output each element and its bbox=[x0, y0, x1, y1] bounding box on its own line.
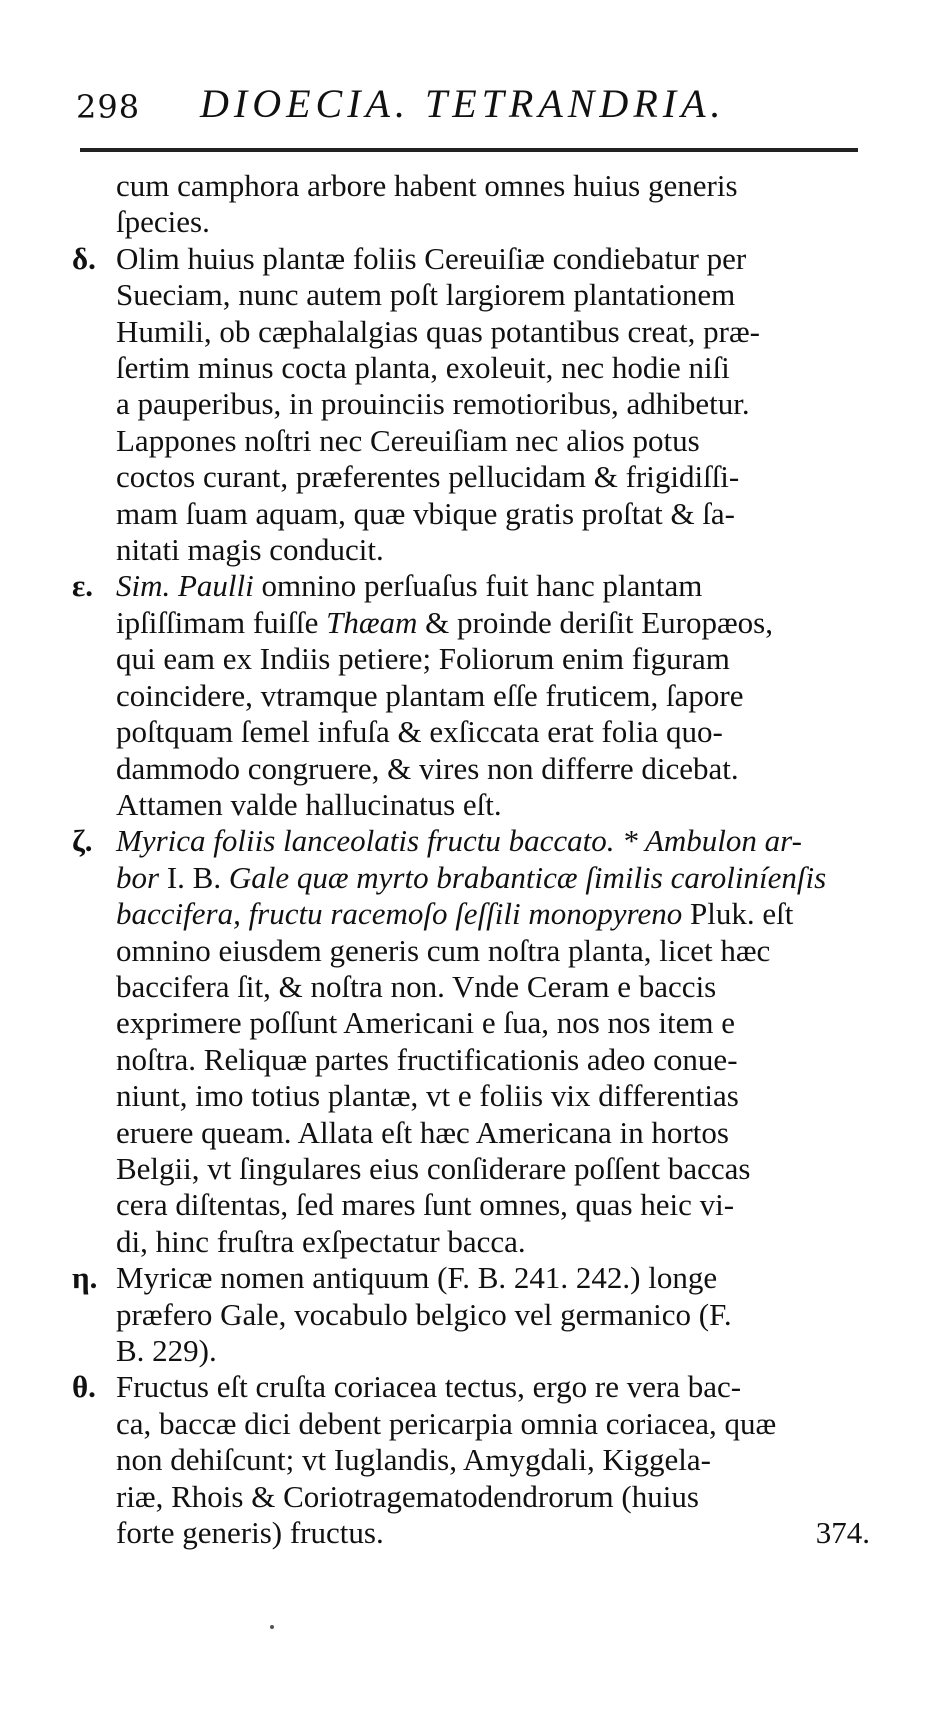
roman-text: qui eam ex Indiis petiere; Foliorum enim figuram bbox=[116, 641, 730, 677]
roman-text: Attamen valde hallucinatus eſt. bbox=[116, 786, 502, 822]
roman-text: ipſiſſimam fuiſſe bbox=[116, 604, 327, 640]
roman-text: baccifera ſit, & noſtra non. Vnde Ceram e baccis bbox=[116, 968, 717, 1004]
text-line bbox=[116, 714, 870, 750]
text-line bbox=[116, 1078, 870, 1114]
roman-text: exprimere poſſunt Americani e ſua, nos nos item e bbox=[116, 1005, 735, 1041]
paragraph bbox=[72, 568, 870, 823]
text-line bbox=[116, 568, 870, 604]
text-line bbox=[116, 823, 870, 859]
text-line bbox=[116, 641, 870, 677]
text-line bbox=[116, 1042, 870, 1078]
roman-text: I. B. bbox=[159, 859, 229, 895]
paragraph-marker: η. bbox=[72, 1260, 98, 1296]
paragraph bbox=[72, 823, 870, 1260]
roman-text: Belgii, vt ſingulares eius conſiderare poſſent baccas bbox=[116, 1150, 751, 1186]
text-line: ſpecies. bbox=[116, 204, 210, 240]
roman-text: coincidere, vtramque plantam eſſe fruticem, ſapore bbox=[116, 677, 744, 713]
header-rule bbox=[80, 148, 858, 152]
text-line bbox=[116, 1187, 870, 1223]
paragraph-marker: ζ. bbox=[72, 823, 93, 859]
text-line bbox=[116, 751, 870, 787]
text-line bbox=[116, 860, 870, 896]
signature-mark: 374. bbox=[815, 1515, 870, 1551]
text-line bbox=[116, 896, 870, 932]
text-line bbox=[116, 787, 870, 823]
roman-text: niunt, imo totius plantæ, vt e foliis vix differentias bbox=[116, 1078, 739, 1114]
text-line: riæ, Rhois & Coriotragematodendrorum (huius bbox=[116, 1478, 699, 1514]
italic-text: Gale quæ myrto brabanticæ ſimilis caroliníenſis bbox=[228, 859, 827, 895]
roman-text: di, hinc fruſtra exſpectatur bacca. bbox=[116, 1223, 526, 1259]
page-header bbox=[70, 70, 860, 130]
paragraph-marker: δ. bbox=[72, 240, 96, 276]
roman-text: poſtquam ſemel infuſa & exſiccata erat folia quo- bbox=[116, 714, 723, 750]
text-line bbox=[116, 1115, 870, 1151]
text-line bbox=[116, 969, 870, 1005]
body-text bbox=[72, 168, 870, 1551]
paragraph bbox=[80, 168, 870, 241]
paragraph bbox=[72, 240, 870, 569]
text-line: mam ſuam aquam, quæ vbique gratis proſtat & ſa- bbox=[116, 495, 736, 531]
text-line: Fructus eſt cruſta coriacea tectus, ergo re vera bac- bbox=[116, 1369, 742, 1405]
roman-text: Pluk. eſt bbox=[682, 896, 794, 932]
text-line bbox=[116, 1151, 870, 1187]
text-line bbox=[116, 678, 870, 714]
text-line: Humili, ob cæphalalgias quas potantibus creat, præ- bbox=[116, 313, 760, 349]
page-number: 298 bbox=[76, 88, 141, 126]
italic-text: bor bbox=[116, 859, 160, 895]
italic-text: baccifera, fructu racemoſo ſeſſili monopyreno bbox=[116, 896, 683, 932]
italic-text: Myrica foliis lanceolatis fructu baccato. * Ambulon ar- bbox=[116, 823, 802, 859]
roman-text: cera diſtentas, ſed mares ſunt omnes, quas heic vi- bbox=[116, 1187, 735, 1223]
text-line bbox=[116, 933, 870, 969]
running-title: DIOECIA. TETRANDRIA. bbox=[200, 81, 726, 126]
text-line: præfero Gale, vocabulo belgico vel germanico (F. bbox=[116, 1296, 732, 1332]
roman-text: eruere queam. Allata eſt hæc Americana in hortos bbox=[116, 1114, 729, 1150]
paragraph bbox=[72, 1369, 870, 1551]
text-line: non dehiſcunt; vt Iuglandis, Amygdali, Kiggela- bbox=[116, 1442, 711, 1478]
text-line bbox=[116, 605, 870, 641]
italic-text: Sim. Paulli bbox=[116, 568, 254, 604]
text-line: ca, baccæ dici debent pericarpia omnia coriacea, quæ bbox=[116, 1405, 777, 1441]
text-line bbox=[116, 1224, 870, 1260]
text-line: Olim huius plantæ foliis Cereuiſiæ condiebatur per bbox=[116, 240, 747, 276]
text-line: a pauperibus, in prouinciis remotioribus, adhibetur. bbox=[116, 386, 750, 422]
text-line: nitati magis conducit. bbox=[116, 532, 384, 568]
text-line bbox=[116, 1005, 870, 1041]
italic-text: Thæam bbox=[326, 604, 418, 640]
paragraph-marker: θ. bbox=[72, 1369, 96, 1405]
text-line: cum camphora arbore habent omnes huius generis bbox=[116, 168, 738, 203]
paragraph-marker: ε. bbox=[72, 568, 93, 604]
roman-text: noſtra. Reliquæ partes fructificationis adeo conue- bbox=[116, 1041, 738, 1077]
roman-text: dammodo congruere, & vires non differre dicebat. bbox=[116, 750, 739, 786]
text-line: Lappones noſtri nec Cereuiſiam nec alios potus bbox=[116, 422, 700, 458]
roman-text: omnino perſuaſus fuit hanc plantam bbox=[253, 568, 703, 604]
text-line: forte generis) fructus. 374. bbox=[116, 1515, 870, 1551]
roman-text: omnino eiusdem generis cum noſtra planta, licet hæc bbox=[116, 932, 771, 968]
paragraph bbox=[72, 1260, 870, 1369]
text-line: ſertim minus cocta planta, exoleuit, nec hodie niſi bbox=[116, 350, 730, 386]
ink-speck bbox=[270, 1625, 274, 1629]
text-line: B. 229). bbox=[116, 1333, 217, 1368]
text-line: coctos curant, præferentes pellucidam & frigidiſſi- bbox=[116, 459, 740, 495]
text-line: Myricæ nomen antiquum (F. B. 241. 242.) longe bbox=[116, 1260, 718, 1296]
text-line: Sueciam, nunc autem poſt largiorem plantationem bbox=[116, 277, 736, 313]
roman-text: & proinde deriſit Europæos, bbox=[417, 604, 773, 640]
